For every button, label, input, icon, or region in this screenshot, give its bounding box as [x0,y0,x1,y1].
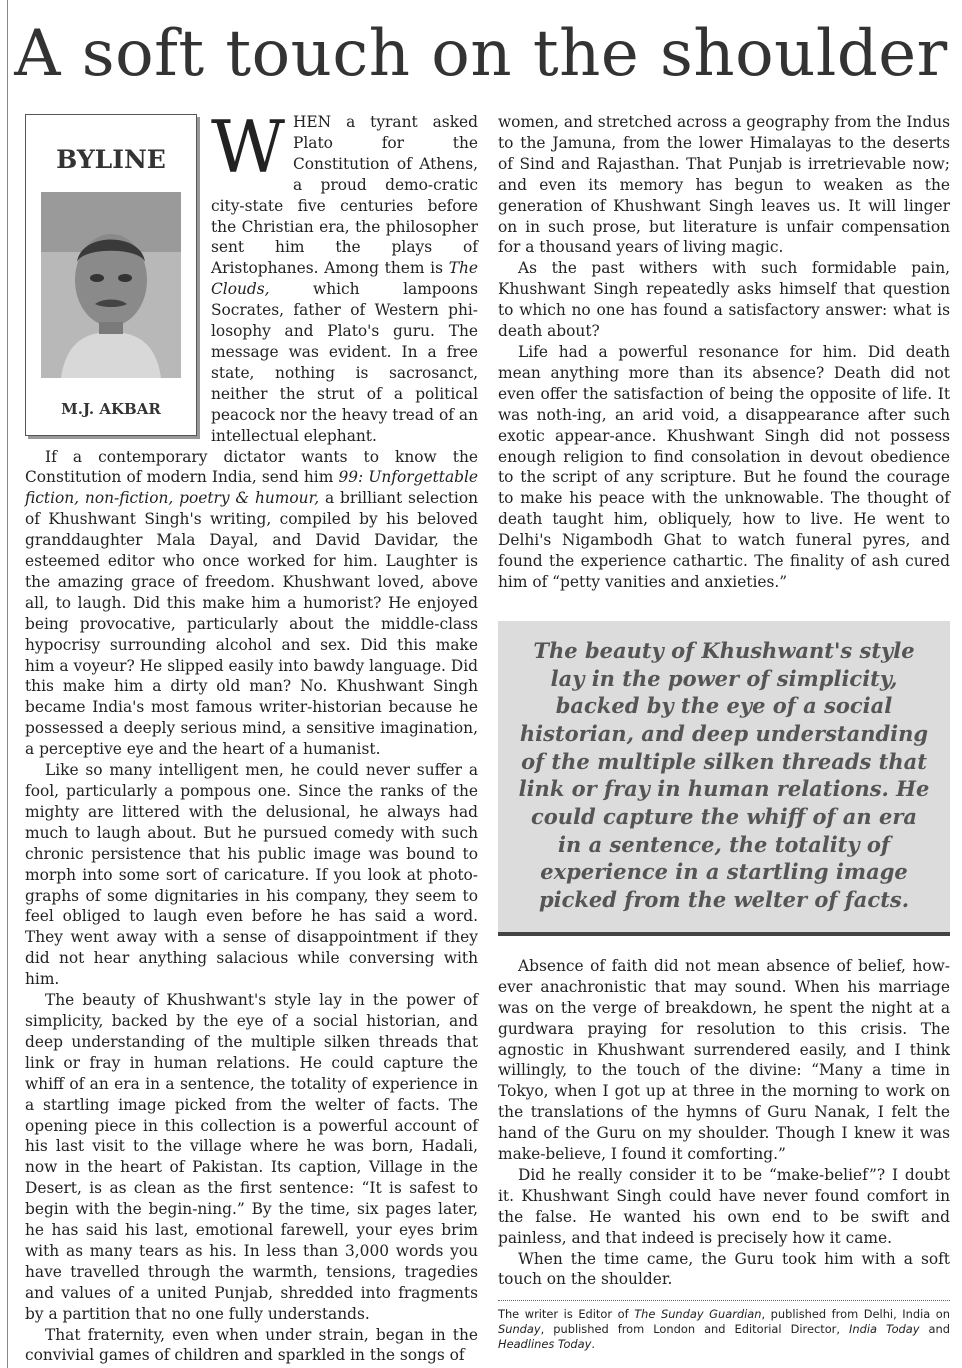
paragraph: The beauty of Khushwant's style lay in the power of simplicity, backed by the eye of a social historian, and deep understanding of the multiple silken threads that link or fray in human relations. He could capture the whiff of an era in a sentence, the totality of experience in a startling image picked from the welter of facts. The opening piece in this collection is a powerful account of his last visit to the village where he was born, Hadali, now in the heart of Pakistan. Its caption, Village in the Desert, is as clean as the first sentence: “It is safest to begin with the begin-ning.” By the time, six pages later, he has said his last, emotional farewell, your eyes brim with as many tears as his. In less than 3,000 words you have travelled through the warmth, tensions, tragedies and values of a united Punjab, shredded into fragments by a partition that no one fully understands. [25,991,478,1323]
author-note: The writer is Editor of The Sunday Guardian, published from Delhi, India on Sunday, published from London and Editorial Director, India Today and Headlines Today. [498,1307,950,1352]
author-name: M.J. AKBAR [61,400,161,418]
paragraph: Absence of faith did not mean absence of belief, how-ever anachronistic that may sound. When his marriage was on the verge of breakdown, he spent the night at a gurdwara praying for resolution to this crisis. The agnostic in Khushwant surrendered easily, and I think willingly, to the touch of the divine: “Many a time in Tokyo, when I got up at three in the morning to work on the translations of the hymns of Guru Nanak, I felt the hand of the Guru on my shoulder. Though I knew it was make-believe, I found it comforting.” [498,956,950,1164]
paragraph: Did he really consider it to be “make-belief”? I doubt it. Khushwant Singh could have never found comfort in the false. He wanted his own end to be swift and painless, and that indeed is precisely how it came. [498,1165,950,1247]
paragraph: Like so many intelligent men, he could never suffer a fool, particularly a pompous one. Since the ranks of the mighty are littered with the delusional, he always had much to laugh about. But he pursued comedy with such chronic persistence that his public image was bound to morph into some sort of caricature. If you look at photo-graphs of some dignitaries in his company, they seem to feel obliged to laugh even before he has said a word. They went away with a sense of disappointment if they did not hear anything salacious while conversing with him. [25,761,478,989]
author-portrait-icon [41,192,181,378]
byline-label: BYLINE [56,145,166,174]
left-column [25,105,479,1366]
pull-quote: The beauty of Khushwant's style lay in the power of simplicity, backed by the eye of a social historian, and deep understanding of the multiple silken threads that link or fray in human relations. He could capture the whiff of an era in a sentence, the totality of experience in a startling image picked from the welter of facts. [498,621,950,936]
headline: A soft touch on the shoulder [14,17,948,91]
byline-box [25,114,197,436]
paragraph: women, and stretched across a geography from the Indus to the Jamuna, from the lower Himalayas to the deserts of Sind and Rajasthan. That Punjab is irretrievable now; and even its memory has begun to weaken as the generation of Khushwant Singh leaves us. It will linger on in such prose, but literature is unfair compensation for a thousand years of living magic. [498,113,950,257]
page-left-rule [7,0,8,1368]
paragraph: Life had a powerful resonance for him. Did death mean anything more than its absence? Death did not even offer the satisfaction of being the opposite of life. It was noth-ing, an arid void, a disappearance after such exotic appear-ance. Khushwant Singh did not possess enough religion to find consolation in devout obedience to the script of any scripture. But he found the courage to make his peace with the unknowable. The thought of death taught him, obliquely, how to live. He went to Delhi's Nigambodh Ghat to watch funeral pyres, and found the experience cathartic. The finality of ash cured him of “petty vanities and anxieties.” [498,342,950,591]
paragraph: That fraternity, even when under strain, began in the convivial games of children and sparkled in the songs of [25,1325,478,1365]
paragraph: If a contemporary dictator wants to know the Constitution of modern India, send him 99: Unforgettable fiction, non-fiction, poetry & humour, a brilliant selection of Khushwant Singh's writing, compiled by his beloved granddaughter Mala Dayal, and David Davidar, the esteemed editor who once worked for him. Laughter is the amazing grace of freedom. Khushwant loved, above all, to laugh. Did this make him a humorist? He enjoyed being provocative, particularly about the middle-class hypocrisy surrounding alcohol and sex. Did this make him a voyeur? He slipped easily into bawdy language. Did this make him a dirty old man? No. Khushwant Singh became India's most famous writer-historian because he possessed a deeply serious mind, a sensitive imagination, a perceptive eye and the heart of a humanist. [25,447,479,759]
drop-cap: W [211,105,286,189]
paragraph: As the past withers with such formidable pain, Khushwant Singh repeatedly asks himself that question to which no one has found a satisfactory answer: what is death about? [498,259,950,341]
paragraph: WHEN a tyrant asked Plato for the Constitution of Athens, a proud demo-cratic city-state five centuries before the Christian era, the philosopher sent him the plays of Aristophanes. Among them is The Clouds, which lampoons Socrates, father of Western phi-losophy and Plato's guru. The message was evident. In a free state, nothing is sacrosanct, neither the strut of a political peacock nor the heavy tread of an intellectual elephant. [211,105,478,445]
divider [498,1300,950,1301]
right-column [498,112,950,1352]
paragraph: When the time came, the Guru took him with a soft touch on the shoulder. [498,1249,950,1289]
